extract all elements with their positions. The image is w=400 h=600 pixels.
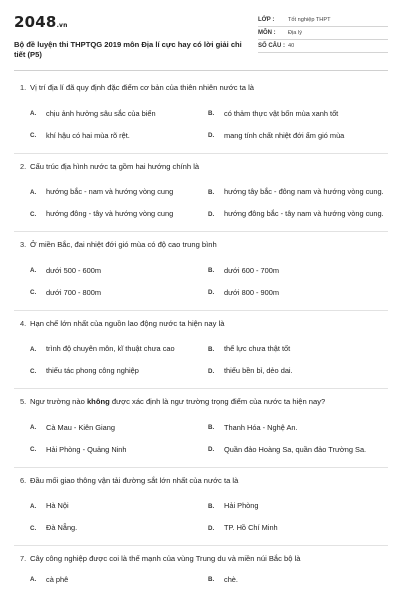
option-text: mang tính chất nhiệt đới ẩm gió mùa: [224, 130, 345, 140]
question-number: 3.: [20, 240, 27, 249]
option-text: Đà Nẵng.: [46, 523, 78, 533]
question-text: Hạn chế lớn nhất của nguồn lao động nước ta hiện nay là: [30, 318, 225, 328]
option-a[interactable]: [30, 260, 206, 282]
meta-value: Tốt nghiệp THPT: [288, 17, 331, 23]
option-text: Thanh Hóa - Nghệ An.: [224, 422, 298, 432]
option-b[interactable]: [208, 338, 384, 360]
logo-text: 2048: [14, 13, 57, 31]
question-text: Ở miền Bắc, đai nhiệt đới gió mùa có độ cao trung bình: [30, 240, 217, 249]
option-c[interactable]: [30, 203, 206, 225]
option-c[interactable]: [30, 360, 206, 382]
option-letter: C.: [30, 132, 37, 139]
meta-value: 40: [288, 43, 295, 49]
question-divider: [14, 467, 388, 468]
document-title: Bộ đề luyện thi THPTQG 2019 môn Địa lí cực hay có lời giải chi tiết (P5): [14, 40, 242, 59]
question-text: [30, 397, 388, 408]
question-list: [14, 71, 388, 591]
option-letter: C.: [30, 289, 37, 296]
question-7: [14, 554, 388, 591]
option-text: hướng tây bắc - đông nam và hướng vòng cung.: [224, 187, 384, 197]
option-letter: B.: [208, 188, 215, 196]
option-letter: D.: [208, 132, 215, 139]
option-text: Quần đảo Hoàng Sa, quần đảo Trường Sa.: [224, 444, 367, 454]
option-letter: B.: [208, 267, 215, 274]
question-number: 4.: [20, 318, 27, 328]
option-c[interactable]: [30, 282, 206, 304]
option-a[interactable]: [30, 569, 206, 591]
meta-table: [258, 14, 388, 66]
option-letter: C.: [30, 524, 37, 532]
question-number: 5.: [20, 397, 27, 406]
option-text: cà phê: [46, 574, 69, 584]
option-letter: A.: [30, 576, 37, 583]
option-d[interactable]: [208, 517, 384, 539]
site-logo[interactable]: [14, 14, 249, 34]
option-d[interactable]: [208, 203, 384, 225]
question-divider: [14, 153, 388, 154]
option-d[interactable]: [208, 125, 384, 147]
option-text: khí hậu có hai mùa rõ rệt.: [46, 130, 130, 140]
option-text: dưới 700 - 800m: [46, 287, 101, 297]
option-letter: A.: [30, 110, 37, 117]
answer-options: [30, 569, 388, 591]
option-letter: A.: [30, 267, 37, 274]
option-text: Cà Mau - Kiên Giang: [46, 422, 116, 432]
option-text: chịu ảnh hưởng sâu sắc của biển: [46, 108, 156, 118]
option-b[interactable]: [208, 569, 384, 591]
option-letter: C.: [30, 446, 37, 453]
question-number: 7.: [20, 554, 27, 563]
option-b[interactable]: [208, 260, 384, 282]
answer-options: [30, 495, 388, 539]
question-divider: [14, 388, 388, 389]
question-4: [14, 319, 388, 383]
option-letter: A.: [30, 424, 37, 431]
option-letter: D.: [208, 446, 215, 453]
option-text: hướng đông - tây và hướng vòng cung: [46, 209, 174, 219]
option-text: có thảm thực vật bốn mùa xanh tốt: [224, 108, 339, 118]
question-number: 1.: [20, 83, 27, 92]
question-divider: [14, 310, 388, 311]
question-1: [14, 83, 388, 147]
option-text: thiếu bền bỉ, dẻo dai.: [224, 366, 293, 376]
option-text: dưới 800 - 900m: [224, 287, 279, 297]
question-divider: [14, 545, 388, 546]
option-d[interactable]: [208, 282, 384, 304]
option-b[interactable]: [208, 103, 384, 125]
option-text: Hải Phòng: [224, 501, 259, 511]
option-a[interactable]: [30, 103, 206, 125]
option-a[interactable]: [30, 495, 206, 517]
option-letter: C.: [30, 210, 37, 218]
option-d[interactable]: [208, 439, 384, 461]
option-letter: A.: [30, 188, 37, 196]
meta-value: Địa lý: [288, 30, 302, 36]
question-text: Cây công nghiệp được coi là thế mạnh của vùng Trung du và miền núi Bắc bộ là: [30, 554, 301, 563]
answer-options: [30, 338, 388, 382]
option-a[interactable]: [30, 181, 206, 203]
meta-row-class: [258, 14, 388, 27]
option-letter: D.: [208, 524, 215, 532]
option-letter: A.: [30, 345, 37, 353]
option-b[interactable]: [208, 181, 384, 203]
header-left: [14, 14, 249, 66]
option-b[interactable]: [208, 495, 384, 517]
option-letter: D.: [208, 289, 215, 296]
option-text: dưới 500 - 600m: [46, 265, 101, 275]
question-text: Vị trí địa lí đã quy định đặc điểm cơ bản của thiên nhiên nước ta là: [30, 83, 255, 92]
question-text: Cấu trúc địa hình nước ta gồm hai hướng chính là: [30, 161, 200, 171]
question-number: 2.: [20, 161, 27, 171]
option-a[interactable]: [30, 338, 206, 360]
answer-options: [30, 417, 388, 461]
option-c[interactable]: [30, 439, 206, 461]
option-text: trình độ chuyên môn, kĩ thuật chưa cao: [46, 344, 175, 354]
answer-options: [30, 103, 388, 147]
answer-options: [30, 181, 388, 225]
question-divider: [14, 231, 388, 232]
option-letter: B.: [208, 424, 215, 431]
meta-key: LỚP :: [258, 17, 275, 23]
option-b[interactable]: [208, 417, 384, 439]
question-6: [14, 476, 388, 540]
option-letter: B.: [208, 110, 215, 117]
option-text: chè.: [224, 574, 238, 584]
question-text: Đầu mối giao thông vận tải đường sắt lớn nhất của nước ta là: [30, 475, 239, 485]
question-text-part: được xác định là ngư trường trọng điểm của nước ta hiện nay?: [109, 397, 326, 406]
option-d[interactable]: [208, 360, 384, 382]
meta-key: SỐ CÂU :: [258, 43, 285, 49]
question-text-emphasis: không: [86, 397, 110, 406]
option-letter: B.: [208, 576, 215, 583]
meta-key: MÔN :: [258, 30, 276, 36]
option-c[interactable]: [30, 125, 206, 147]
option-text: Hải Phòng - Quảng Ninh: [46, 444, 127, 454]
option-letter: B.: [208, 502, 215, 510]
option-letter: C.: [30, 367, 37, 375]
question-2: [14, 162, 388, 226]
question-5: [14, 397, 388, 461]
option-c[interactable]: [30, 517, 206, 539]
option-letter: D.: [208, 367, 215, 375]
meta-row-subject: [258, 27, 388, 40]
option-text: Hà Nội: [46, 501, 69, 511]
option-text: hướng đông bắc - tây nam và hướng vòng cung.: [224, 209, 384, 219]
answer-options: [30, 260, 388, 304]
option-text: thiếu tác phong công nghiệp: [46, 366, 139, 376]
question-3: [14, 240, 388, 304]
question-number: 6.: [20, 475, 27, 485]
option-text: hướng bắc - nam và hướng vòng cung: [46, 187, 174, 197]
option-a[interactable]: [30, 417, 206, 439]
question-text-part: Ngư trường nào: [30, 397, 87, 406]
document-header: [14, 0, 388, 66]
option-text: thể lực chưa thật tốt: [224, 344, 291, 354]
option-text: dưới 600 - 700m: [224, 265, 279, 275]
option-text: TP. Hồ Chí Minh: [224, 523, 278, 533]
option-letter: A.: [30, 502, 37, 510]
logo-suffix: .vn: [56, 22, 68, 29]
meta-row-question-count: [258, 40, 388, 53]
option-letter: D.: [208, 210, 215, 218]
option-letter: B.: [208, 345, 215, 353]
